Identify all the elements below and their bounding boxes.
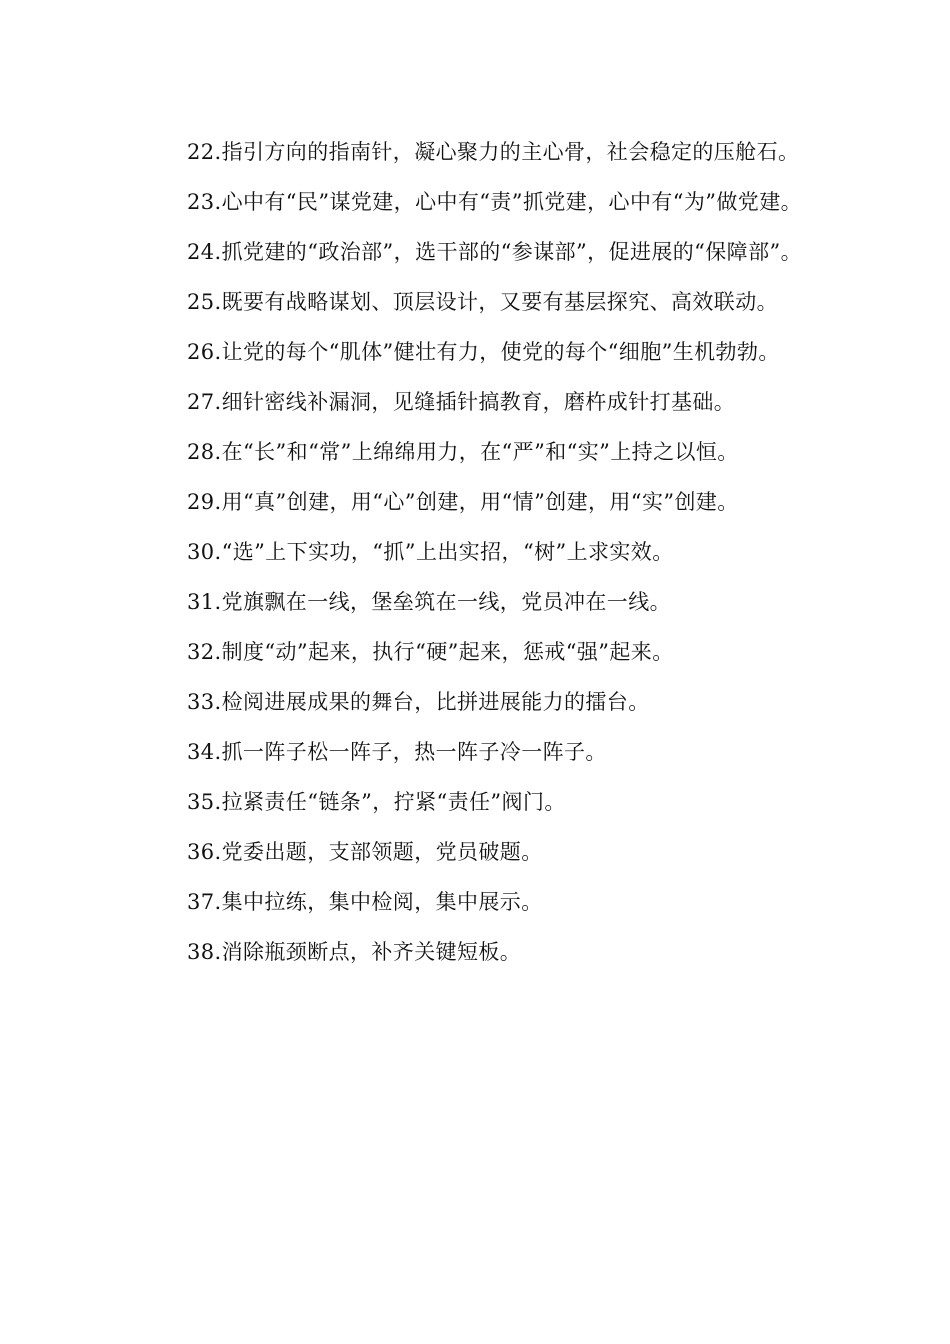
list-item: 36.党委出题，支部领题，党员破题。: [187, 840, 543, 864]
list-item: 22.指引方向的指南针，凝心聚力的主心骨，社会稳定的压舱石。: [187, 140, 800, 164]
list-item: 28.在“长”和“常”上绵绵用力，在“严”和“实”上持之以恒。: [187, 440, 739, 464]
list-item: 31.党旗飘在一线，堡垒筑在一线，党员冲在一线。: [187, 590, 671, 614]
list-item: 38.消除瓶颈断点，补齐关键短板。: [187, 940, 522, 964]
list-item: 25.既要有战略谋划、顶层设计，又要有基层探究、高效联动。: [187, 290, 778, 314]
list-item: 35.拉紧责任“链条”，拧紧“责任”阀门。: [187, 790, 566, 814]
list-item: 27.细针密线补漏洞，见缝插针搞教育，磨杵成针打基础。: [187, 390, 736, 414]
list-item: 23.心中有“民”谋党建，心中有“责”抓党建，心中有“为”做党建。: [187, 190, 803, 214]
document-body: [145, 127, 815, 977]
list-item: 24.抓党建的“政治部”，选干部的“参谋部”，促进展的“保障部”。: [187, 240, 803, 264]
list-item: 32.制度“动”起来，执行“硬”起来，惩戒“强”起来。: [187, 640, 674, 664]
list-item: 33.检阅进展成果的舞台，比拼进展能力的擂台。: [187, 690, 650, 714]
list-item: 37.集中拉练，集中检阅，集中展示。: [187, 890, 543, 914]
list-item: 29.用“真”创建，用“心”创建，用“情”创建，用“实”创建。: [187, 490, 739, 514]
list-item: 26.让党的每个“肌体”健壮有力，使党的每个“细胞”生机勃勃。: [187, 340, 780, 364]
list-item: 30.“选”上下实功，“抓”上出实招，“树”上求实效。: [187, 540, 674, 564]
list-item: 34.抓一阵子松一阵子，热一阵子冷一阵子。: [187, 740, 607, 764]
